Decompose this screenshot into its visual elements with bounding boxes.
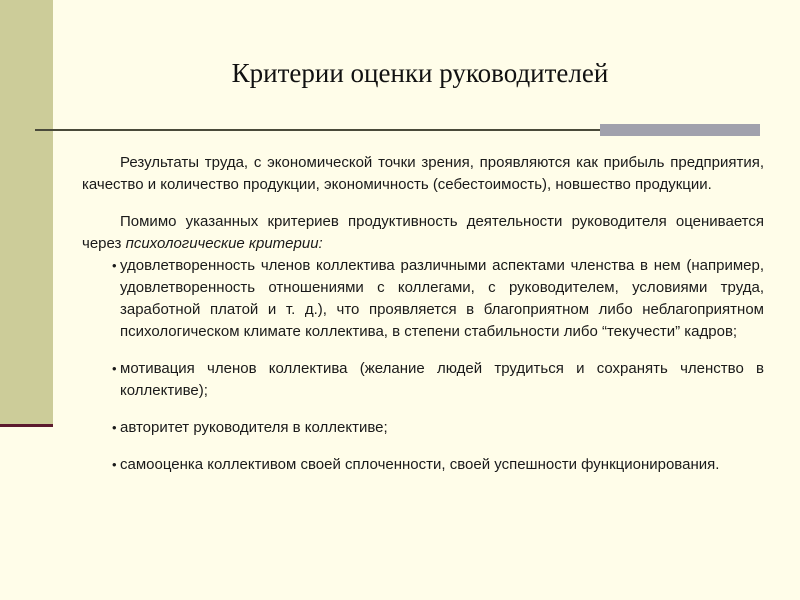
bullet-icon: • [112,457,117,472]
bullet-icon: • [112,420,117,435]
slide-title: Критерии оценки руководителей [231,58,609,88]
bullet-icon: • [112,361,117,376]
criteria-emphasis: психологические критерии: [125,235,323,252]
paragraph-criteria [82,211,764,255]
paragraph-criteria-text: Помимо указанных критериев продуктивность деятельности руководителя оценивается через [82,213,764,252]
paragraph-results: Результаты труда, с экономической точки зрения, проявляются как прибыль предприятия, качество и количество продукции, экономичность (себестоимость), новшество продукции. [82,154,764,193]
list-item-text: удовлетворенность членов коллектива различными аспектами членства в нем (например, удовлетворенность отношениями с коллегами, с руководителем, условиями труда, заработной платой и т. д.), что проявляется в благоприятном либо неблагоприятном психологическом климате коллектива, в степени стабильности либо “текучести” кадров; [120,257,764,340]
list-item [82,454,764,476]
list-item [82,358,764,402]
slide-body [82,152,764,476]
list-item-text: мотивация членов коллектива (желание людей трудиться и сохранять членство в коллективе); [120,360,764,399]
side-accent-rule [0,424,53,427]
list-item [82,255,764,343]
list-item [82,417,764,439]
list-item-text: авторитет руководителя в коллективе; [120,419,388,436]
bullet-icon: • [112,258,117,273]
list-item-text: самооценка коллективом своей сплоченности, своей успешности функционирования. [120,456,720,473]
title-accent-box [600,124,760,136]
